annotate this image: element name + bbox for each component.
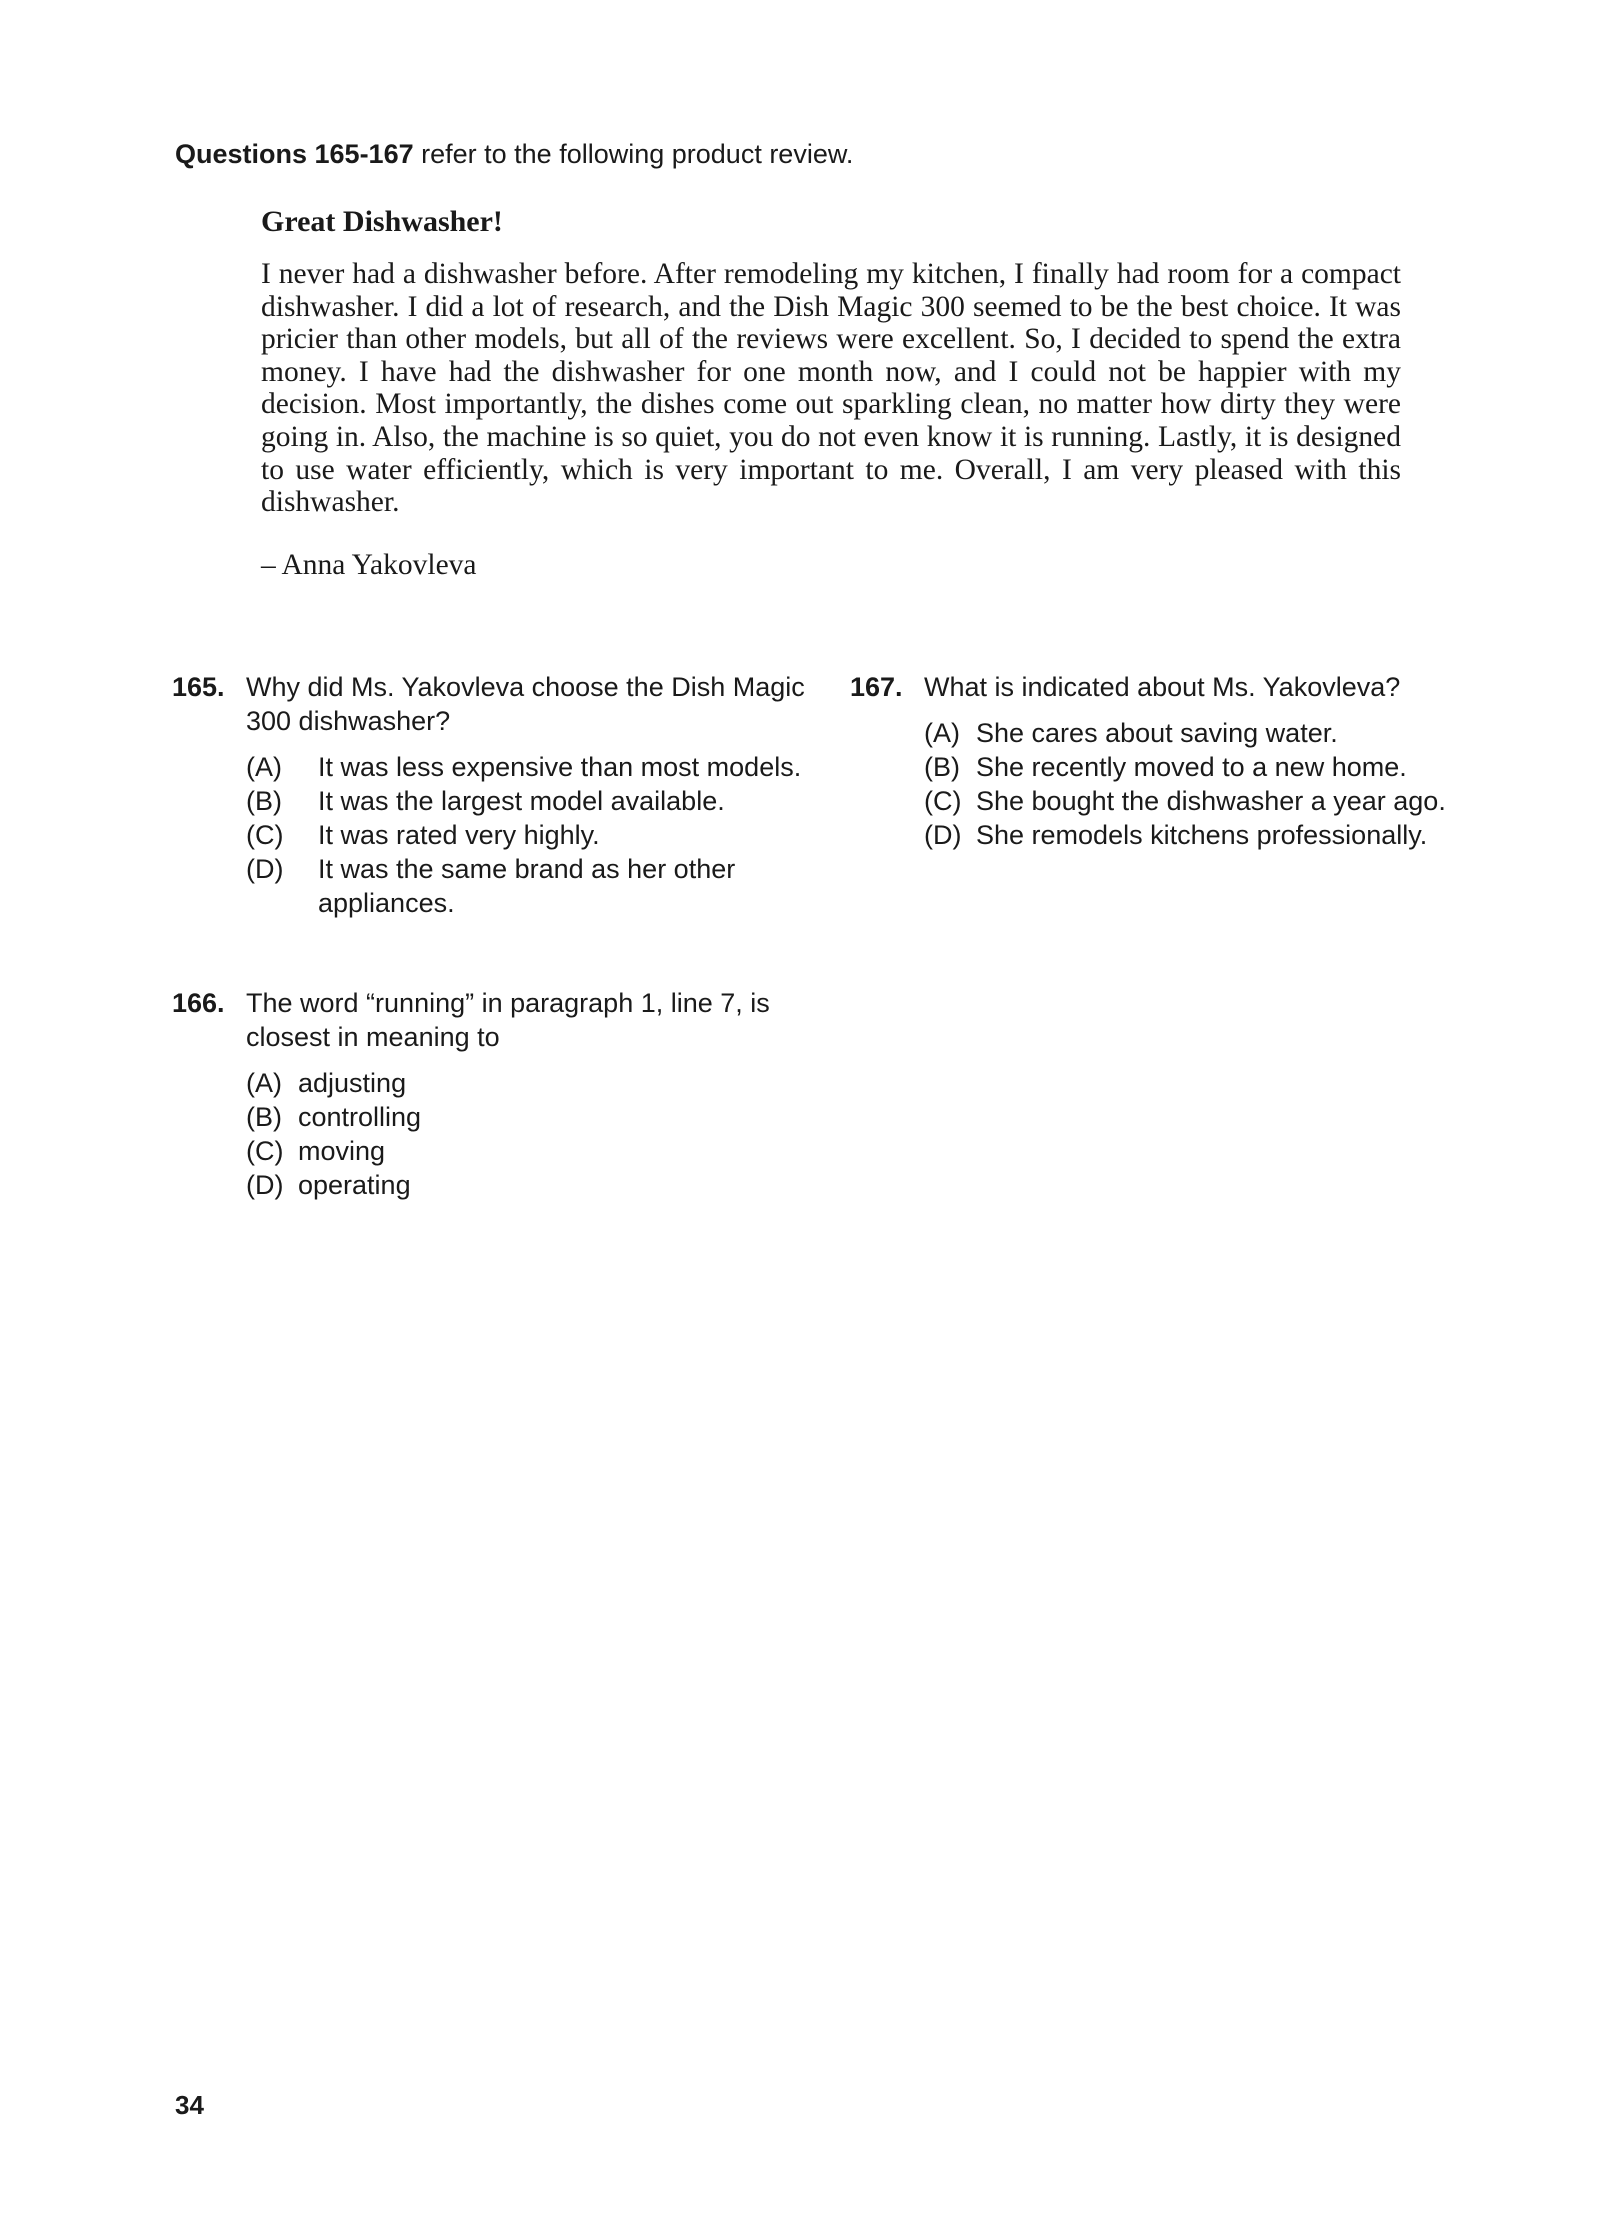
answer-option-c[interactable]: [246, 1134, 812, 1168]
questions-header: [175, 136, 853, 172]
option-letter: (D): [246, 854, 284, 884]
question-stem: What is indicated about Ms. Yakovleva?: [924, 672, 1401, 702]
product-review: [261, 202, 1401, 585]
option-letter: (B): [924, 752, 960, 782]
option-letter: (A): [246, 752, 282, 782]
option-text: operating: [298, 1170, 411, 1200]
questions-range: Questions 165-167: [175, 139, 414, 169]
option-text: She bought the dishwasher a year ago.: [976, 786, 1446, 816]
answer-option-c[interactable]: [924, 784, 1570, 818]
option-text: She remodels kitchens professionally.: [976, 820, 1428, 850]
answer-option-b[interactable]: [246, 784, 812, 818]
option-letter: (C): [924, 786, 962, 816]
answer-option-d[interactable]: [924, 818, 1570, 852]
question-number: 165.: [172, 672, 225, 702]
question-166: [172, 986, 812, 1202]
page-number: 34: [175, 2090, 204, 2120]
option-text: controlling: [298, 1102, 422, 1132]
question-stem: Why did Ms. Yakovleva choose the Dish Magic 300 dishwasher?: [246, 672, 805, 736]
answer-option-b[interactable]: [924, 750, 1570, 784]
option-letter: (B): [246, 1102, 282, 1132]
answer-option-d[interactable]: [246, 852, 812, 920]
question-stem: The word “running” in paragraph 1, line 7, is closest in meaning to: [246, 988, 770, 1052]
answer-option-a[interactable]: [246, 1066, 812, 1100]
answer-option-a[interactable]: [246, 750, 812, 784]
option-text: She recently moved to a new home.: [976, 752, 1407, 782]
option-letter: (C): [246, 1136, 284, 1166]
question-167: [850, 670, 1570, 852]
review-author: – Anna Yakovleva: [261, 548, 477, 581]
option-text: moving: [298, 1136, 386, 1166]
option-letter: (A): [924, 718, 960, 748]
option-letter: (B): [246, 786, 282, 816]
option-text: It was the largest model available.: [318, 786, 725, 816]
questions-intro: refer to the following product review.: [413, 139, 854, 169]
answer-option-c[interactable]: [246, 818, 812, 852]
answer-option-d[interactable]: [246, 1168, 812, 1202]
option-letter: (D): [924, 820, 962, 850]
question-number: 166.: [172, 988, 225, 1018]
option-letter: (D): [246, 1170, 284, 1200]
review-body: I never had a dishwasher before. After remodeling my kitchen, I finally had room for a compact dishwasher. I did a lot of research, and the Dish Magic 300 seemed to be the best choice. It was pricier than other models, but all of the reviews were excellent. So, I decided to spend the extra money. I have had the dishwasher for one month now, and I could not be happier with my decision. Most importantly, the dishes come out sparkling clean, no matter how dirty they were going in. Also, the machine is so quiet, you do not even know it is running. Lastly, it is designed to use water efficiently, which is very important to me. Overall, I am very pleased with this dishwasher.: [261, 258, 1401, 519]
answer-options: [246, 1066, 812, 1202]
option-text: It was less expensive than most models.: [318, 752, 802, 782]
option-letter: (A): [246, 1068, 282, 1098]
option-text: It was the same brand as her other appliances.: [318, 854, 736, 918]
question-165: [172, 670, 812, 920]
option-letter: (C): [246, 820, 284, 850]
answer-options: [246, 750, 812, 920]
review-title: Great Dishwasher!: [261, 205, 503, 238]
answer-option-a[interactable]: [924, 716, 1570, 750]
option-text: She cares about saving water.: [976, 718, 1338, 748]
answer-option-b[interactable]: [246, 1100, 812, 1134]
answer-options: [924, 716, 1570, 852]
question-number: 167.: [850, 672, 903, 702]
option-text: adjusting: [298, 1068, 407, 1098]
option-text: It was rated very highly.: [318, 820, 600, 850]
